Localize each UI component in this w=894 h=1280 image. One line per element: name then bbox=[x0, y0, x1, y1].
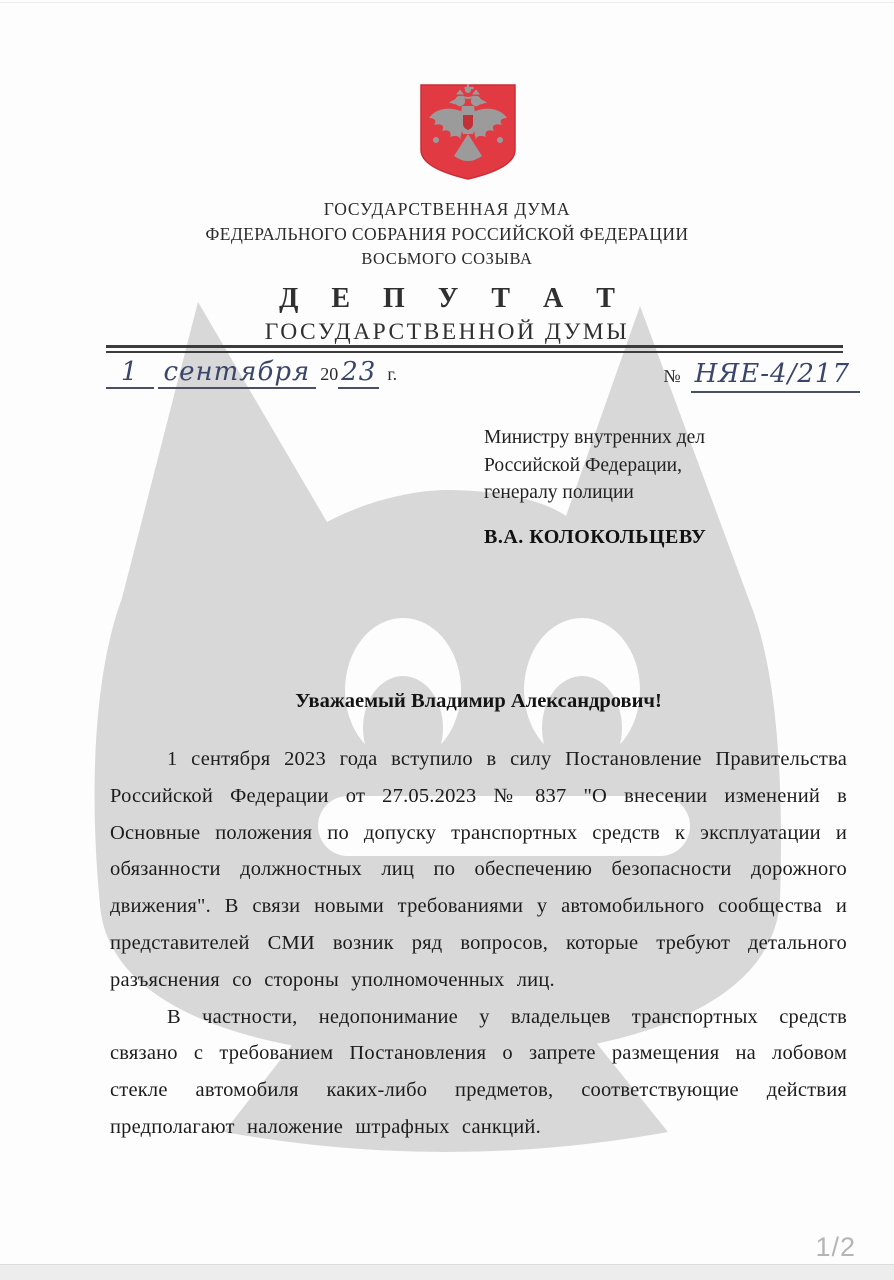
body-paragraph: 1 сентября 2023 года вступило в силу Постановление Правительства Российской Федерации от 27.05.2023 № 837 "О внесении изменений в Основные положения по допуску транспортных средств к эксплуатации и обязанности должностных лиц по обеспечению безопасности дорожного движения". В связи новыми требованиями у автомобильного сообщества и представителей СМИ возник ряд вопросов, которые требуют детального разъяснения со стороны уполномоченных лиц. bbox=[110, 748, 847, 991]
letterhead-double-rule bbox=[106, 345, 843, 353]
viewer-bottom-bar bbox=[0, 1264, 894, 1280]
date-number-row bbox=[106, 358, 860, 389]
org-name-line2: ФЕДЕРАЛЬНОГО СОБРАНИЯ РОССИЙСКОЙ ФЕДЕРАЦИИ bbox=[205, 224, 689, 244]
role-title: Д Е П У Т А Т bbox=[279, 283, 628, 314]
letterhead bbox=[0, 199, 894, 346]
org-name-line1: ГОСУДАРСТВЕННАЯ ДУМА bbox=[323, 199, 571, 219]
page-indicator: 1/2 bbox=[815, 1232, 856, 1262]
date-field bbox=[106, 358, 397, 389]
handwritten-number: НЯЕ-4/217 bbox=[691, 359, 860, 393]
addressee-line: генералу полиции bbox=[484, 482, 634, 503]
body-paragraph: В частности, недопонимание у владельцев транспортных средств связано с требованием Постановления о запрете размещения на лобовом стекле автомобиля каких-либо предметов, соответствующие действия предполагают наложение штрафных санкций. bbox=[110, 1005, 847, 1138]
number-sign: № bbox=[663, 366, 681, 386]
printed-year-prefix: 20 bbox=[320, 364, 339, 384]
handwritten-day: 1 bbox=[106, 358, 154, 389]
addressee-line: Российской Федерации, bbox=[484, 454, 682, 476]
addressee-line: Министру внутренних дел bbox=[484, 427, 705, 448]
addressee-name: В.А. КОЛОКОЛЬЦЕВУ bbox=[484, 525, 707, 548]
handwritten-month: сентября bbox=[158, 358, 317, 389]
role-subtitle: ГОСУДАРСТВЕННОЙ ДУМЫ bbox=[264, 319, 630, 345]
russia-coat-of-arms-icon bbox=[416, 82, 520, 182]
letter-body bbox=[110, 741, 847, 1146]
printed-year-suffix: г. bbox=[387, 364, 398, 384]
org-name-line3: ВОСЬМОГО СОЗЫВА bbox=[361, 249, 533, 268]
addressee-block bbox=[484, 424, 814, 551]
outgoing-number-field bbox=[663, 360, 860, 389]
salutation: Уважаемый Владимир Александрович! bbox=[295, 690, 662, 712]
handwritten-year: 23 bbox=[338, 358, 379, 389]
